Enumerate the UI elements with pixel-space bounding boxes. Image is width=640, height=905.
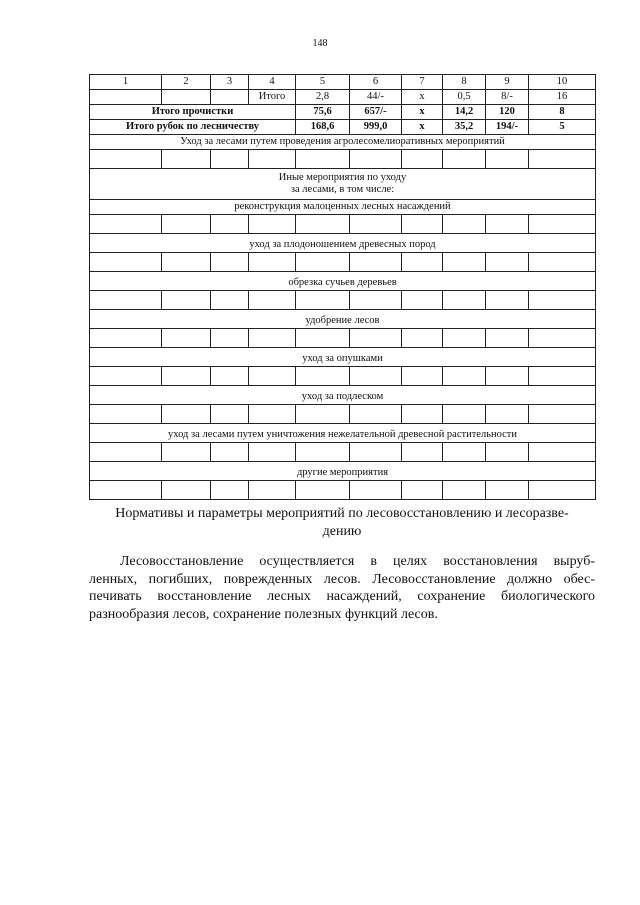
table-cell: x xyxy=(402,120,443,135)
empty-row xyxy=(90,481,596,500)
empty-row xyxy=(90,215,596,234)
table-cell: x xyxy=(402,90,443,105)
row-label: Итого xyxy=(249,90,296,105)
table-cell: 75,6 xyxy=(296,105,350,120)
table-cell: 14,2 xyxy=(443,105,486,120)
table-cell: 999,0 xyxy=(350,120,402,135)
page-number: 148 xyxy=(312,38,328,49)
empty-row xyxy=(90,253,596,272)
table-cell: 657/- xyxy=(350,105,402,120)
itogo-row xyxy=(90,90,596,105)
paragraph-line: печивать восстановление лесных насаждений, сохранение биологического xyxy=(89,589,595,604)
header-cell: 1 xyxy=(90,75,162,90)
paragraph-line: Лесовосстановление осуществляется в целях восстановления выруб- xyxy=(120,554,595,569)
forestry-table xyxy=(89,74,596,500)
header-cell: 5 xyxy=(296,75,350,90)
table-cell: 44/- xyxy=(350,90,402,105)
empty-row xyxy=(90,291,596,310)
section-title: уход за подлеском xyxy=(90,386,596,405)
section-heading xyxy=(89,505,595,541)
section-title: другие мероприятия xyxy=(90,462,596,481)
section-row xyxy=(90,169,596,200)
table-header-row xyxy=(90,75,596,90)
header-cell: 2 xyxy=(162,75,211,90)
row-label: Итого рубок по лесничеству xyxy=(90,120,296,135)
section-heading-line: Нормативы и параметры мероприятий по лесовосстановлению и лесоразве- xyxy=(115,506,569,521)
section-row xyxy=(90,348,596,367)
section-title-line: за лесами, в том числе: xyxy=(290,184,395,195)
table-cell: 168,6 xyxy=(296,120,350,135)
section-row xyxy=(90,200,596,215)
table-cell: x xyxy=(402,105,443,120)
empty-row xyxy=(90,443,596,462)
header-cell: 9 xyxy=(486,75,529,90)
section-row xyxy=(90,386,596,405)
section-title: уход за плодоношением древесных пород xyxy=(90,234,596,253)
section-title xyxy=(90,169,596,200)
section-title: обрезка сучьев деревьев xyxy=(90,272,596,291)
row-label: Итого прочистки xyxy=(90,105,296,120)
section-title: реконструкция малоценных лесных насаждений xyxy=(90,200,596,215)
body-paragraph xyxy=(89,553,595,623)
section-heading-line: дению xyxy=(322,524,362,539)
header-cell: 6 xyxy=(350,75,402,90)
rubok-total-row xyxy=(90,120,596,135)
table-cell: 194/- xyxy=(486,120,529,135)
paragraph-line: разнообразия лесов, сохранение полезных функций лесов. xyxy=(89,606,438,622)
table-cell: 2,8 xyxy=(296,90,350,105)
section-title-line: Иные мероприятия по уходу xyxy=(278,172,407,183)
section-row xyxy=(90,272,596,291)
section-title: уход за лесами путем уничтожения нежелательной древесной растительности xyxy=(90,424,596,443)
section-row xyxy=(90,135,596,150)
section-row xyxy=(90,234,596,253)
section-row xyxy=(90,462,596,481)
section-row xyxy=(90,310,596,329)
table-cell: 5 xyxy=(529,120,596,135)
header-cell: 3 xyxy=(211,75,249,90)
paragraph-line: ленных, погибших, поврежденных лесов. Лесовосстановление должно обес- xyxy=(89,571,595,587)
section-row xyxy=(90,424,596,443)
table-cell: 35,2 xyxy=(443,120,486,135)
section-title: Уход за лесами путем проведения агролесомелиоративных мероприятий xyxy=(90,135,596,150)
empty-row xyxy=(90,405,596,424)
prochistki-total-row xyxy=(90,105,596,120)
header-cell: 10 xyxy=(529,75,596,90)
empty-row xyxy=(90,150,596,169)
table-cell: 8/- xyxy=(486,90,529,105)
table-cell: 120 xyxy=(486,105,529,120)
empty-row xyxy=(90,367,596,386)
header-cell: 7 xyxy=(402,75,443,90)
header-cell: 8 xyxy=(443,75,486,90)
table-cell: 8 xyxy=(529,105,596,120)
header-cell: 4 xyxy=(249,75,296,90)
table-cell: 16 xyxy=(529,90,596,105)
table-cell: 0,5 xyxy=(443,90,486,105)
section-title: удобрение лесов xyxy=(90,310,596,329)
section-title: уход за опушками xyxy=(90,348,596,367)
empty-row xyxy=(90,329,596,348)
